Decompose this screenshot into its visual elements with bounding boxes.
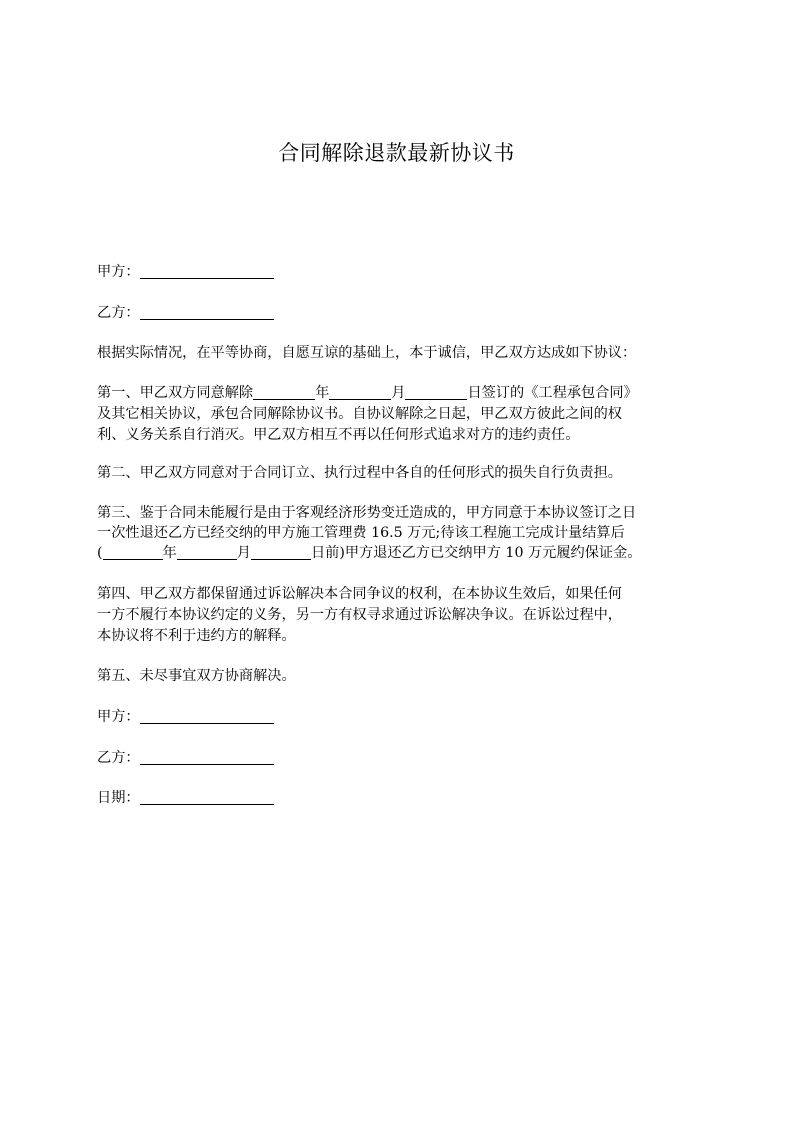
date-blank[interactable] <box>140 789 274 805</box>
clause1-month-blank[interactable] <box>329 384 391 400</box>
clause3-day-blank[interactable] <box>251 544 311 560</box>
sign-party-b-blank[interactable] <box>140 749 274 765</box>
sign-party-b-line <box>97 748 274 769</box>
sign-party-a-line <box>97 707 274 728</box>
clause3-open-paren: ( <box>97 545 103 561</box>
document-title: 合同解除退款最新协议书 <box>278 141 515 165</box>
clause4-line3: 本协议将不利于违约方的解释。 <box>97 628 296 644</box>
sign-party-a-blank[interactable] <box>140 708 274 724</box>
clause1-day-blank[interactable] <box>405 384 467 400</box>
clause1-year-blank[interactable] <box>253 384 315 400</box>
clause3-month-label: 月 <box>236 545 251 561</box>
clause1-line2: 及其它相关协议，承包合同解除协议书。自协议解除之日起，甲乙双方彼此之间的权 <box>97 406 622 422</box>
clause1-part1: 第一、甲乙双方同意解除 <box>97 385 254 401</box>
clause4-line2: 一方不履行本协议约定的义务，另一方有权寻求通过诉讼解决争议。在诉讼过程中， <box>97 607 622 623</box>
party-b-blank[interactable] <box>140 304 274 320</box>
clause3-line1: 第三、鉴于合同未能履行是由于客观经济形势变迁造成的，甲方同意于本协议签订之日 <box>97 505 637 521</box>
clause3-month-blank[interactable] <box>177 544 237 560</box>
clause4-line1: 第四、甲乙双方都保留通过诉讼解决本合同争议的权利，在本协议生效后，如果任何 <box>97 586 622 602</box>
date-label: 日期： <box>97 790 140 806</box>
clause3-year-label: 年 <box>162 545 177 561</box>
clause3-line2: 一次性退还乙方已经交纳的甲方施工管理费 16.5 万元;待该工程施工完成计量结算后 <box>97 525 625 541</box>
sign-party-b-label: 乙方： <box>97 750 140 766</box>
clause1-line1 <box>97 383 638 404</box>
party-a-line <box>97 262 274 283</box>
sign-party-a-label: 甲方： <box>97 709 140 725</box>
party-b-label: 乙方： <box>97 305 140 321</box>
clause1-year-label: 年 <box>315 385 330 401</box>
preamble: 根据实际情况，在平等协商，自愿互谅的基础上，本于诚信，甲乙双方达成如下协议： <box>97 345 637 361</box>
clause3-line3 <box>97 543 642 564</box>
party-b-line <box>97 303 274 324</box>
clause3-tail: 日前)甲方退还乙方已交纳甲方 10 万元履约保证金。 <box>310 545 642 561</box>
clause1-line3: 利、义务关系自行消灭。甲乙双方相互不再以任何形式追求对方的违约责任。 <box>97 427 580 443</box>
clause1-day-suffix: 日签订的《工程承包合同》 <box>467 385 638 401</box>
date-line <box>97 788 274 809</box>
party-a-blank[interactable] <box>140 263 274 279</box>
clause2: 第二、甲乙双方同意对于合同订立、执行过程中各自的任何形式的损失自行负责担。 <box>97 465 622 481</box>
party-a-label: 甲方： <box>97 264 140 280</box>
clause5: 第五、未尽事宜双方协商解决。 <box>97 668 296 684</box>
clause1-month-label: 月 <box>391 385 406 401</box>
clause3-year-blank[interactable] <box>103 544 163 560</box>
